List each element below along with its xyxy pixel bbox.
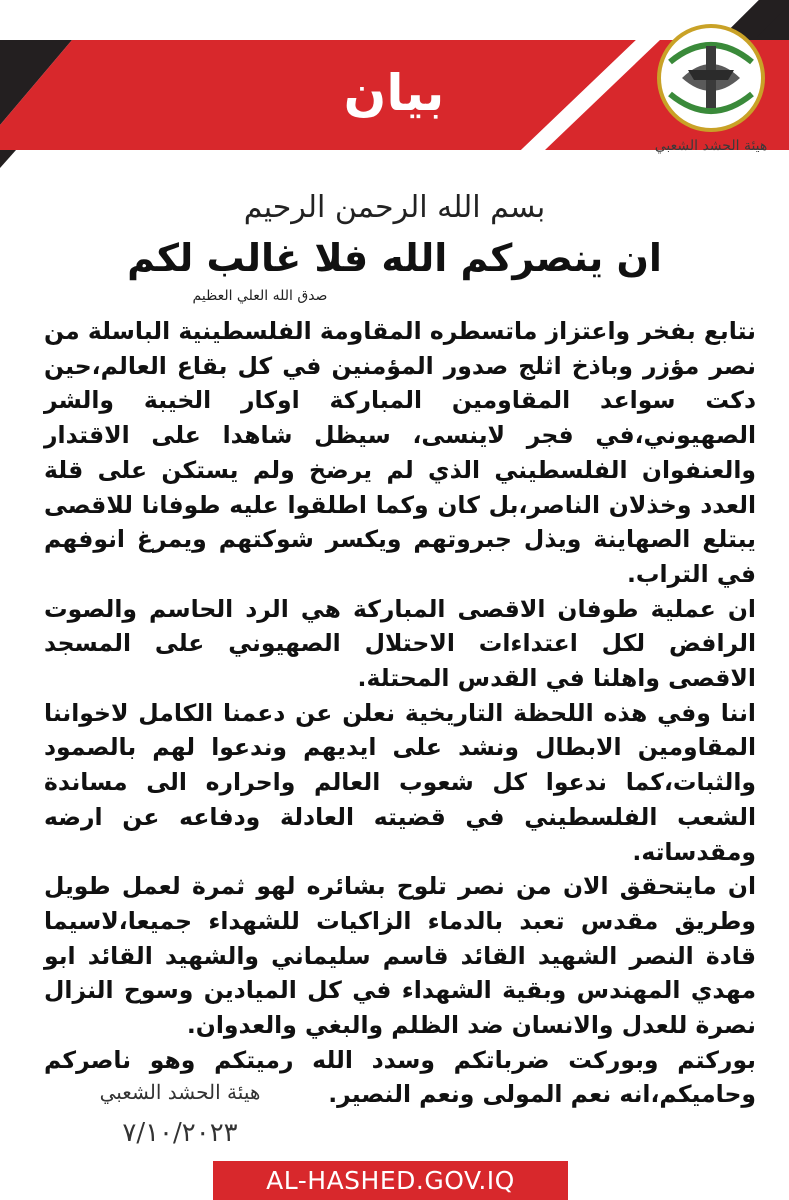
paragraph: بوركتم وبوركت ضرباتكم وسدد الله رميتكم وهو ناصركم وحاميكم،انه نعم المولى ونعم النصير. (44, 1045, 756, 1109)
quran-verse: ان ينصركم الله فلا غالب لكم (127, 236, 662, 280)
logo (648, 22, 774, 174)
statement-body (44, 314, 756, 1112)
paragraph: ان مايتحقق الان من نصر تلوح بشائره لهو ثمرة لعمل طويل وطريق مقدس تعبد بالدماء الزاكيات للشهداء جميعا،لاسيما قادة النصر الشهيد القائد قاسم سليماني والشهيد القائد ابو مهدي المهندس وبقية الشهداء في كل الميادين وسوح النزال نصرة للعدل والانسان ضد الظلم والبغي والعدوان. (44, 872, 756, 1040)
page-title: بيان (343, 64, 445, 122)
footer-banner (213, 1161, 568, 1200)
signature-date: ٧/١٠/٢٠٢٣ (122, 1118, 238, 1148)
basmala: بسم الله الرحمن الرحيم (243, 190, 546, 225)
verse-attribution: صدق الله العلي العظيم (192, 288, 328, 304)
paragraph: ان عملية طوفان الاقصى المباركة هي الرد الحاسم والصوت الرافض لكل اعتداءات الاحتلال الصهيوني على المسجد الاقصى واهلنا في القدس المحتلة. (44, 594, 756, 693)
title-box (272, 47, 516, 139)
paragraph: اننا وفي هذه اللحظة التاريخية نعلن عن دعمنا الكامل لاخواننا المقاومين الابطال ونشد على ايديهم وندعوا لهم بالصمود والثبات،كما ندعوا كل شعوب العالم واحراره الى مساندة الشعب الفلسطيني في قضيته العادلة ودفاعه عن ارضه ومقدساته. (44, 698, 756, 866)
paragraph: نتابع بفخر واعتزاز ماتسطره المقاومة الفلسطينية الباسلة من نصر مؤزر وباذخ اثلج صدور المؤمنين في كل بقاع العالم،حين دكت سواعد المقاومين المباركة اوكار الخيبة والشر الصهيوني،في فجر لاينسى، سيظل شاهدا على الاقتدار والعنفوان الفلسطيني الذي لم يرضخ ولم يستكن على قلة العدد وخذلان الناصر،بل كان وكما اطلقوا عليه طوفانا للاقصى يبتلع الصهاينة ويذل جبروتهم ويكسر شوكتهم ويمرغ انوفهم في التراب. (44, 317, 756, 588)
emblem-icon (648, 22, 774, 140)
signature-name: هيئة الحشد الشعبي (99, 1080, 261, 1104)
website-link[interactable]: AL-HASHED.GOV.IQ (266, 1166, 515, 1195)
logo-caption: هيئة الحشد الشعبي (654, 138, 768, 154)
